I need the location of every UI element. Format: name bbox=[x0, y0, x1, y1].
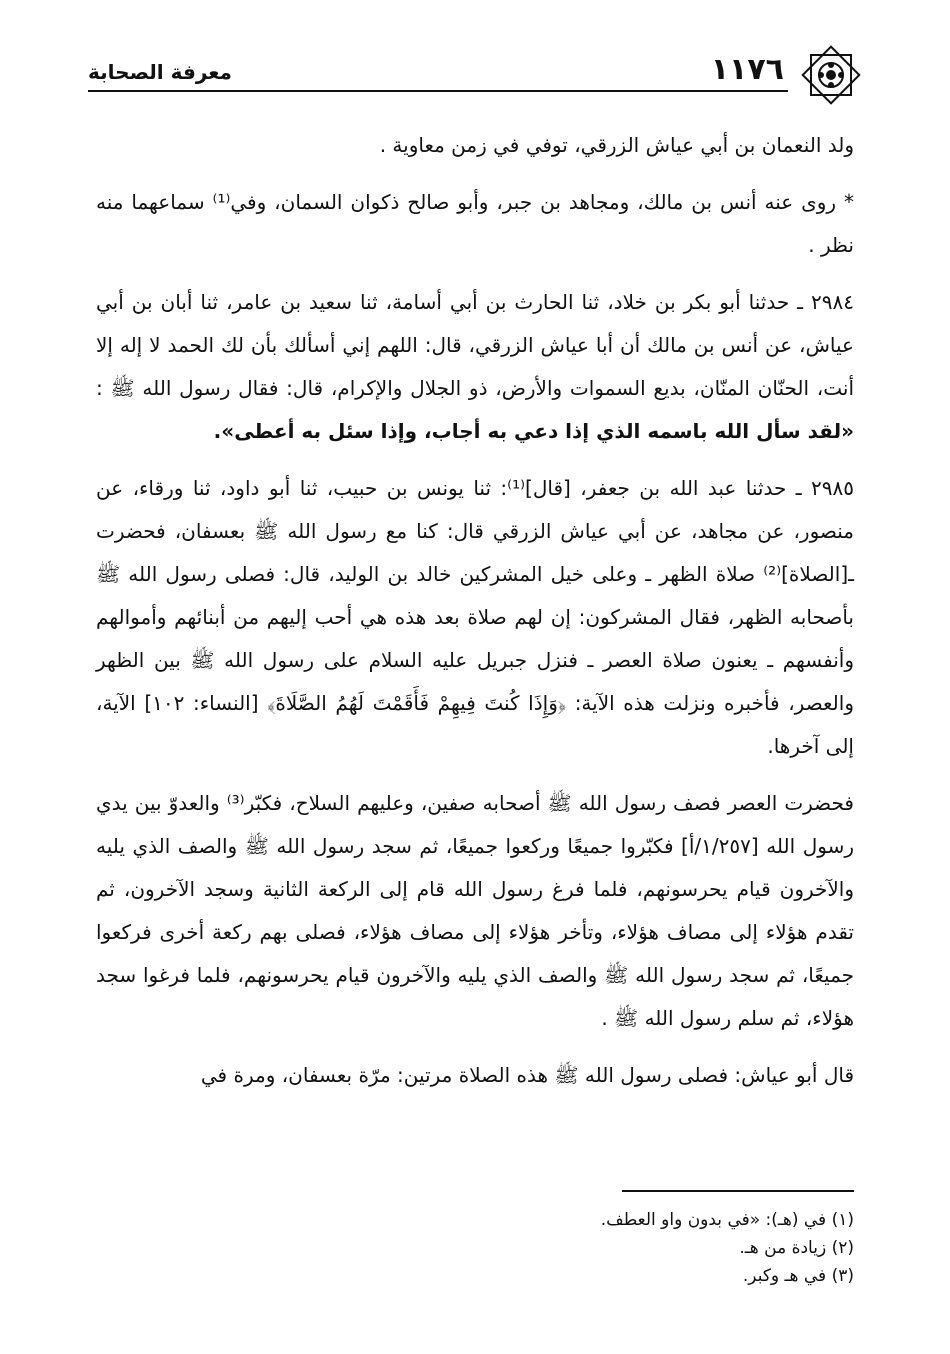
footnote-1: (١) في (هـ): «في بدون واو العطف. bbox=[600, 1210, 854, 1230]
main-text bbox=[96, 124, 854, 1111]
paragraph-hadith-2985: ٢٩٨٥ ـ حدثنا عبد الله بن جعفر، [قال]⁽¹⁾: ثنا يونس بن حبيب، ثنا أبو داود، ثنا ورقاء، عن منصور، عن مجاهد، عن أبي عياش الزرقي قال: كنا مع رسول الله ﷺ بعسفان، فحضرت ـ[الصلاة]⁽²⁾ صلاة الظهر ـ وعلى خيل المشركين خالد بن الوليد، قال: فصلى رسول الله ﷺ بأصحابه الظهر، فقال المشركون: إن لهم صلاة بعد هذه هي أحب إليهم من أبنائهم وأموالهم وأنفسهم ـ يعنون صلاة العصر ـ فنزل جبريل عليه السلام على رسول الله ﷺ بين الظهر والعصر، فأخبره ونزلت هذه الآية: ﴿وَإِذَا كُنتَ فِيهِمْ فَأَقَمْتَ لَهُمُ الصَّلَاةَ﴾ [النساء: ١٠٢] الآية، إلى آخرها. bbox=[96, 476, 854, 758]
header-divider bbox=[88, 90, 788, 92]
ornament-icon bbox=[798, 42, 864, 108]
footnote-3: (٣) في هـ وكبر. bbox=[742, 1266, 854, 1286]
book-title: معرفة الصحابة bbox=[88, 60, 232, 84]
footnotes bbox=[96, 1206, 854, 1290]
footnote-divider bbox=[622, 1190, 854, 1192]
paragraph-hadith-2984 bbox=[96, 281, 854, 453]
page-number: ١١٧٦ bbox=[710, 52, 784, 87]
paragraph-5: فحضرت العصر فصف رسول الله ﷺ أصحابه صفين، وعليهم السلاح، فكبّر⁽³⁾ والعدوّ بين يدي رسول الله [١/٢٥٧/أ] فكبّروا جميعًا وركعوا جميعًا، ثم سجد رسول الله ﷺ والصف الذي يليه والآخرون قيام يحرسونهم، فلما فرغ رسول الله قام إلى الركعة الثانية وسجد الآخرون، ثم تقدم هؤلاء إلى مصاف هؤلاء، وتأخر هؤلاء إلى مصاف هؤلاء، فصلى بهم ركعة أخرى فركعوا جميعًا، ثم سجد رسول الله ﷺ والصف الذي يليه والآخرون قيام يحرسونهم، فلما فرغوا سجد هؤلاء، ثم سلم رسول الله ﷺ . bbox=[96, 791, 855, 1030]
paragraph-6: قال أبو عياش: فصلى رسول الله ﷺ هذه الصلاة مرتين: مرّة بعسفان، ومرة في bbox=[200, 1063, 854, 1087]
paragraph-2: * روى عنه أنس بن مالك، ومجاهد بن جبر، وأبو صالح ذكوان السمان، وفي⁽¹⁾ سماعهما منه نظر . bbox=[96, 190, 854, 257]
page-header bbox=[88, 48, 862, 100]
hadith-2984-text: ٢٩٨٤ ـ حدثنا أبو بكر بن خلاد، ثنا الحارث بن أبي أسامة، ثنا سعيد بن عامر، ثنا أبان بن أبي عياش، عن أنس بن مالك أن أبا عياش الزرقي، قال: اللهم إني أسألك بأن لك الحمد لا إله إلا أنت، الحنّان المنّان، بديع السموات والأرض، ذو الجلال والإكرام، قال: فقال رسول الله ﷺ : bbox=[96, 290, 854, 400]
footnote-2: (٢) زيادة من هـ. bbox=[739, 1238, 854, 1258]
paragraph-1: ولد النعمان بن أبي عياش الزرقي، توفي في زمن معاوية . bbox=[379, 133, 854, 157]
hadith-2984-quote: «لقد سأل الله باسمه الذي إذا دعي به أجاب، وإذا سئل به أعطى». bbox=[213, 419, 854, 443]
